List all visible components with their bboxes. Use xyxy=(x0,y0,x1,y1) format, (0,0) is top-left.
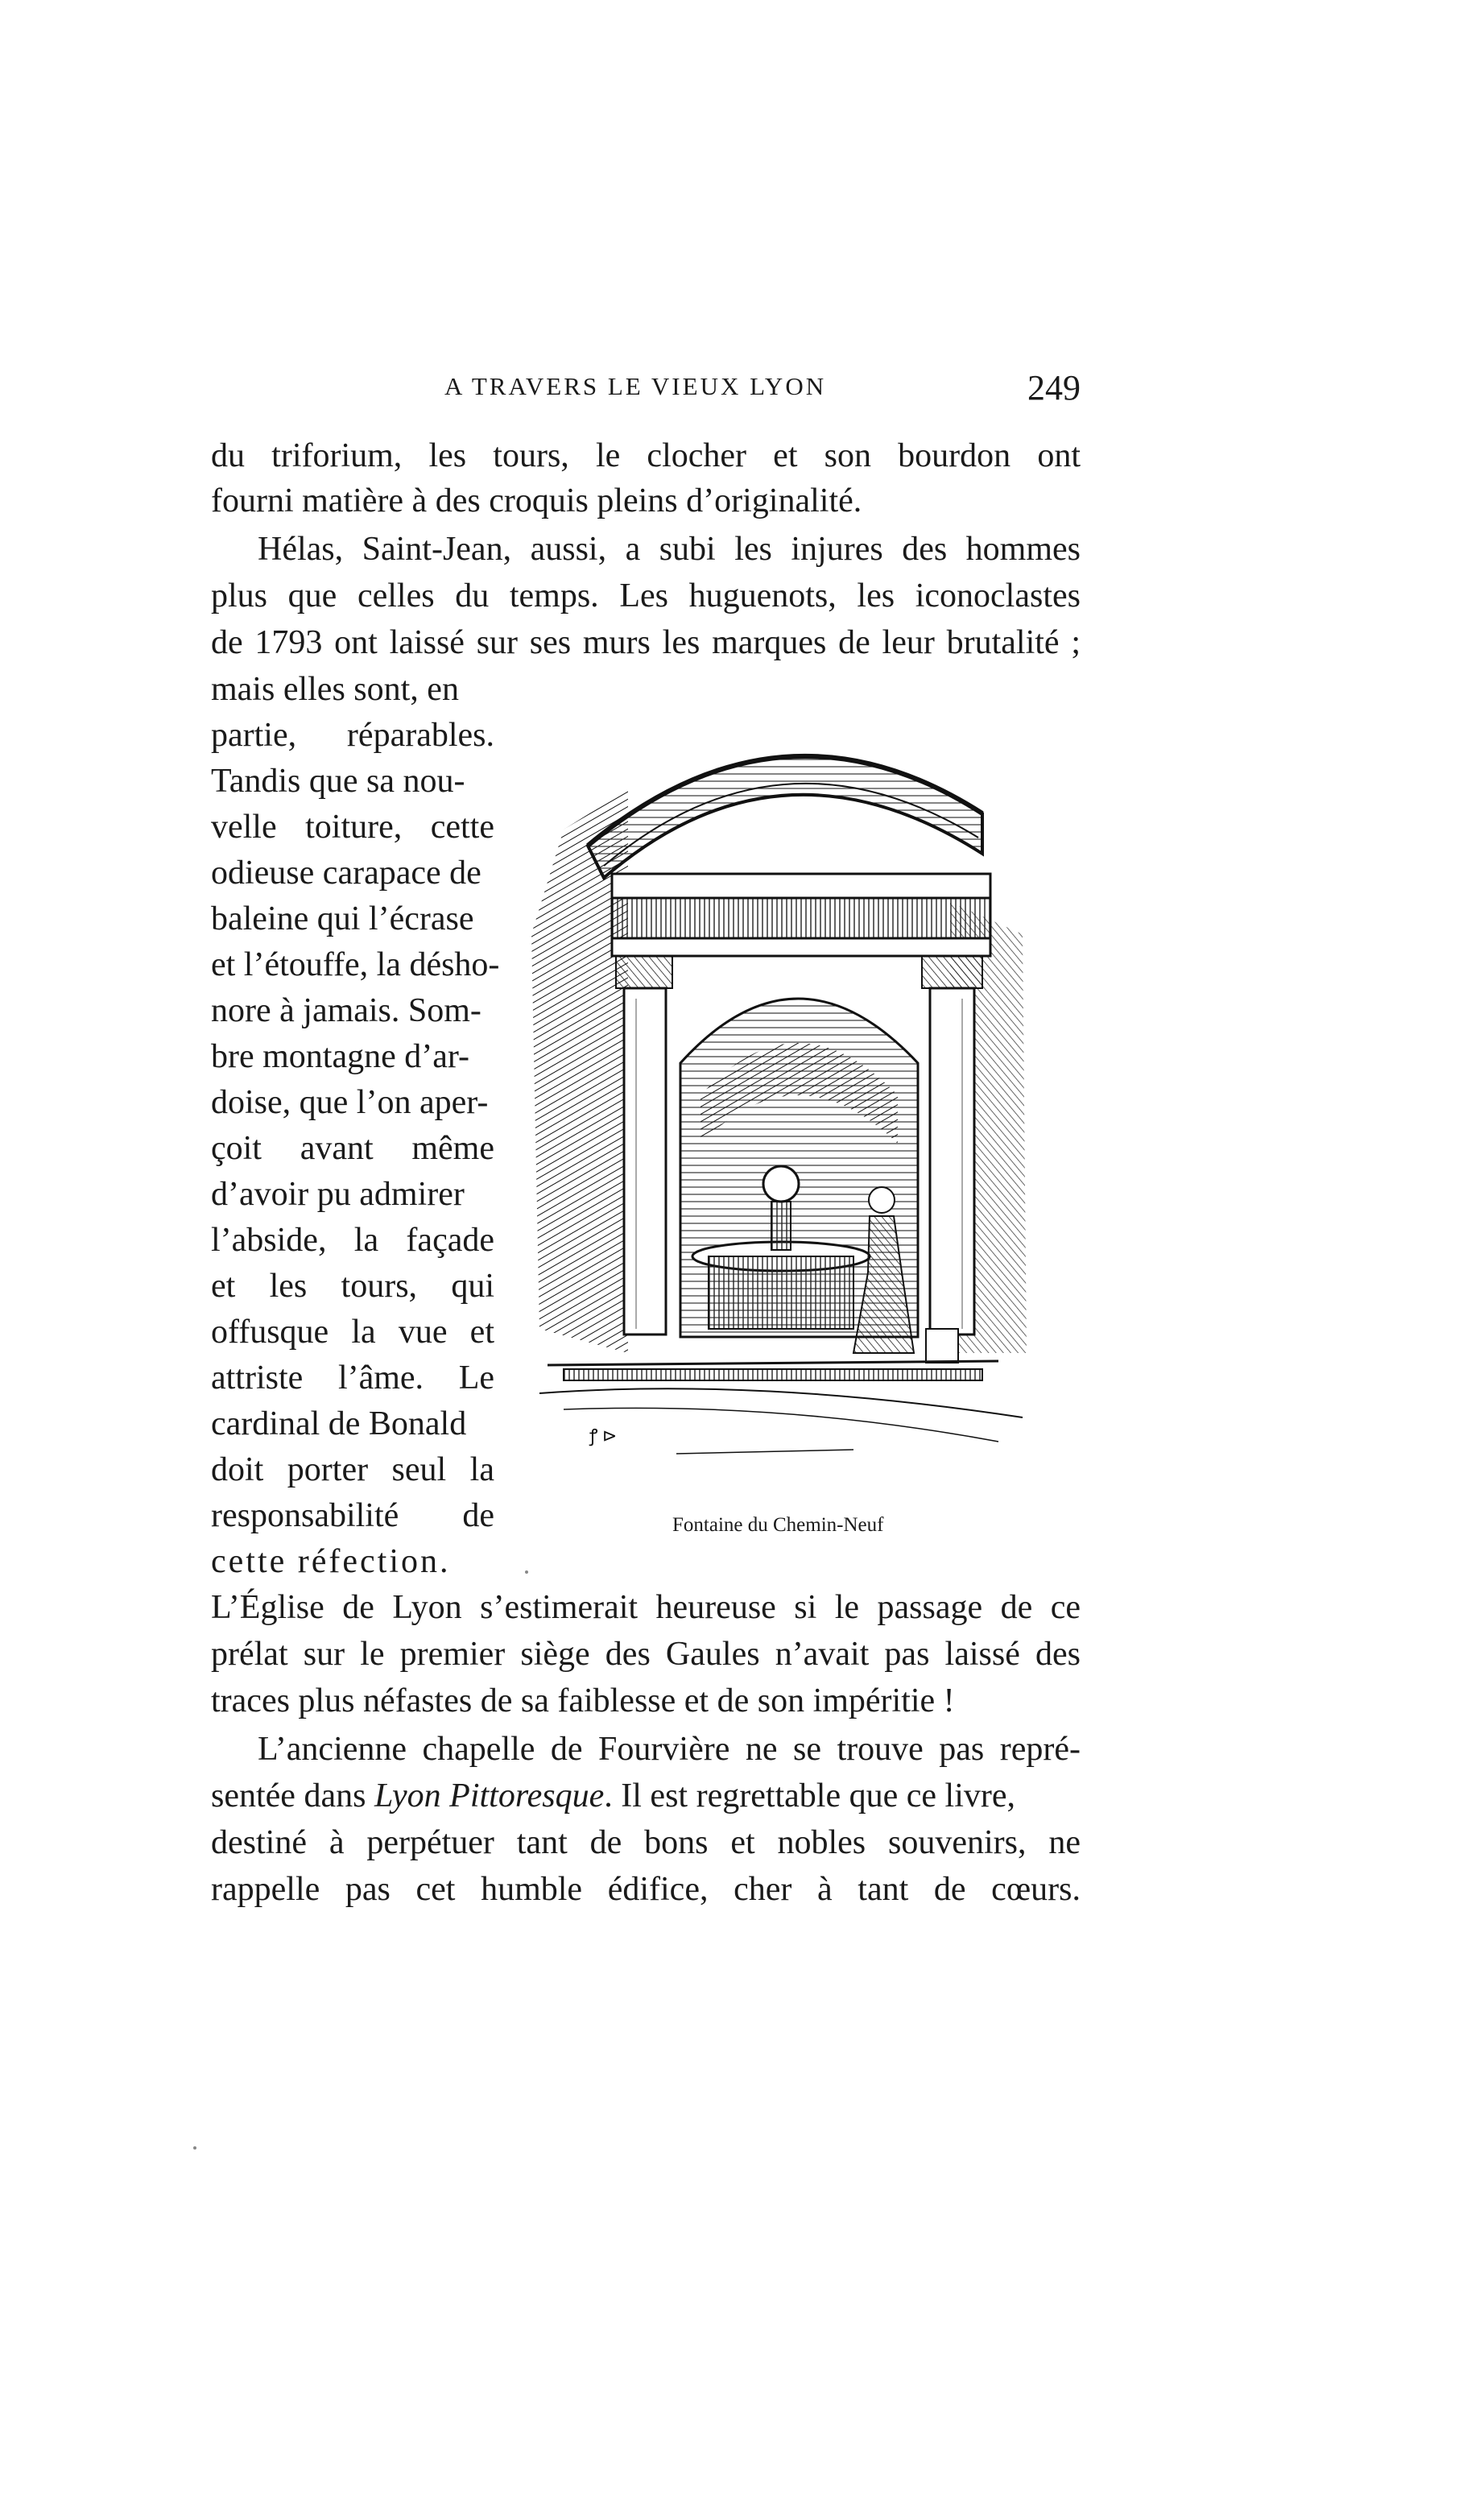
running-title: A TRAVERS LE VIEUX LYON xyxy=(444,372,827,400)
text-line: baleine qui l’écrase xyxy=(211,900,474,937)
fountain-illustration xyxy=(515,693,1031,1498)
text-line: mais elles sont, en xyxy=(211,671,459,708)
text-line: du triforium, les tours, le clocher et son bourdon ont xyxy=(211,437,1081,474)
text-line: L’ancienne chapelle de Fourvière ne se trouve pas repré- xyxy=(258,1731,1081,1768)
text-span: . Il est regrettable que ce livre, xyxy=(604,1777,1016,1814)
speck-mark xyxy=(193,2146,196,2150)
text-line: responsabilité de xyxy=(211,1497,494,1534)
speck-mark xyxy=(525,1570,528,1574)
text-line: traces plus néfastes de sa faiblesse et de son impéritie ! xyxy=(211,1682,955,1719)
text-line: doise, que l’on aper- xyxy=(211,1084,489,1121)
text-line xyxy=(211,1773,1081,1819)
text-line: l’abside, la façade xyxy=(211,1222,494,1259)
text-line: fourni matière à des croquis pleins d’originalité. xyxy=(211,482,862,519)
text-line: plus que celles du temps. Les huguenots, les iconoclastes xyxy=(211,577,1081,614)
text-line: destiné à perpétuer tant de bons et nobles souvenirs, ne xyxy=(211,1824,1081,1861)
text-span: sentée dans xyxy=(211,1777,374,1814)
text-line: odieuse carapace de xyxy=(211,854,481,892)
text-line: et l’étouffe, la désho- xyxy=(211,946,500,983)
text-line: d’avoir pu admirer xyxy=(211,1176,465,1213)
text-line: de 1793 ont laissé sur ses murs les marques de leur brutalité ; xyxy=(211,624,1081,661)
text-line: partie, réparables. xyxy=(211,717,494,754)
text-line: Tandis que sa nou- xyxy=(211,763,465,800)
text-line: L’Église de Lyon s’estimerait heureuse si le passage de ce xyxy=(211,1589,1081,1626)
text-line: velle toiture, cette xyxy=(211,809,494,846)
svg-text:ꝭ ⊳: ꝭ ⊳ xyxy=(589,1426,618,1446)
page-number: 249 xyxy=(1027,368,1081,408)
text-line: attriste l’âme. Le xyxy=(211,1359,494,1397)
text-line: bre montagne d’ar- xyxy=(211,1038,470,1075)
text-line: Hélas, Saint-Jean, aussi, a subi les injures des hommes xyxy=(258,531,1081,568)
text-line: rappelle pas cet humble édifice, cher à tant de cœurs. xyxy=(211,1871,1081,1908)
text-line: et les tours, qui xyxy=(211,1268,494,1305)
text-line: çoit avant même xyxy=(211,1130,494,1167)
book-title: Lyon Pittoresque xyxy=(374,1777,605,1814)
text-line: cardinal de Bonald xyxy=(211,1405,467,1442)
page-header xyxy=(211,367,1081,409)
text-line: cette réfection. xyxy=(211,1543,451,1580)
text-line: doit porter seul la xyxy=(211,1451,494,1488)
figure-caption: Fontaine du Chemin-Neuf xyxy=(672,1514,884,1536)
text-line: nore à jamais. Som- xyxy=(211,992,481,1029)
text-line: prélat sur le premier siège des Gaules n’avait pas laissé des xyxy=(211,1636,1081,1673)
text-line: offusque la vue et xyxy=(211,1314,494,1351)
